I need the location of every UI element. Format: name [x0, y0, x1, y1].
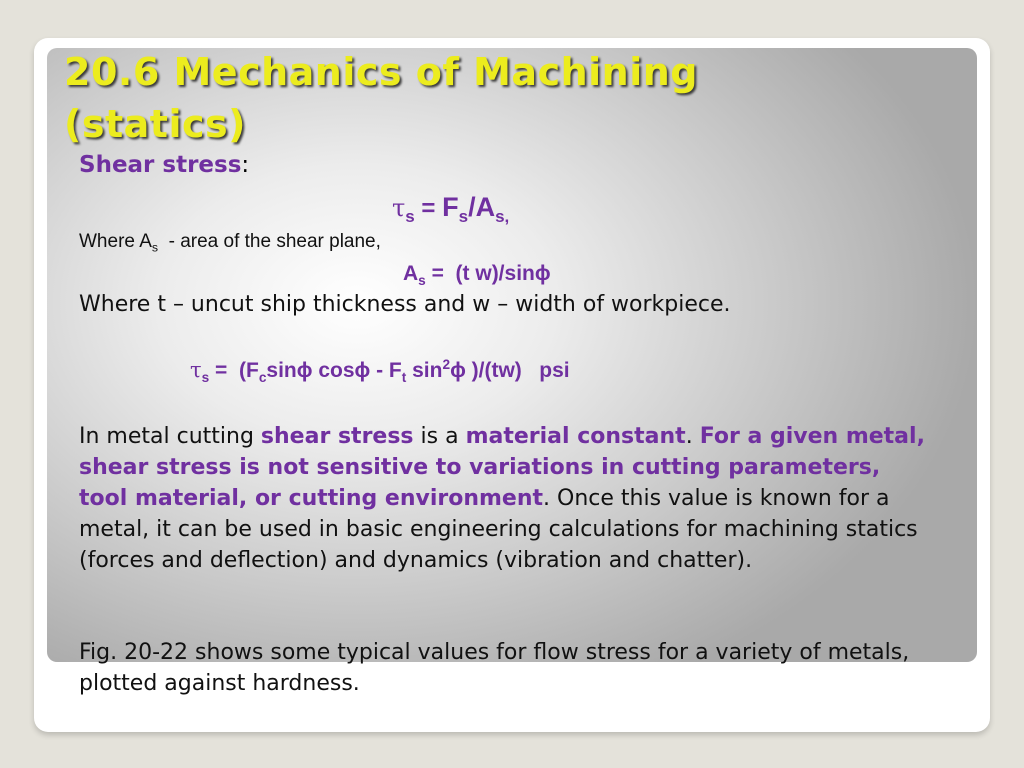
para1-text-1: In metal cutting	[79, 424, 261, 449]
paragraph-figure-reference: Fig. 20-22 shows some typical values for flow stress for a variety of metals, plotted against hardness.	[79, 640, 910, 696]
eq3-sub-c: c	[258, 369, 267, 385]
eq3-p1: = (F	[209, 359, 259, 383]
eq3-p3: sin	[406, 359, 443, 383]
title-line-1: 20.6 Mechanics of Machining	[64, 50, 699, 94]
eq2-A: A	[403, 262, 419, 285]
eq1-eq: =	[414, 195, 443, 222]
shear-stress-heading	[79, 152, 249, 178]
para1-text-3: .	[685, 424, 700, 449]
where-as-pre: Where A	[79, 231, 152, 252]
eq1-slash-A: /A	[468, 192, 496, 222]
eq3-sub-t: t	[401, 369, 407, 385]
para1-text-2: is a	[413, 424, 466, 449]
eq2-sub-s: s	[418, 272, 426, 288]
eq3-p4: ϕ )/(tw) psi	[450, 359, 570, 383]
paragraph-material-constant	[79, 421, 929, 576]
para1-highlight-shear-stress: shear stress	[260, 424, 414, 449]
eq3-p2: sinϕ cosϕ - F	[266, 359, 402, 383]
eq2-rest: = (t w)/sinϕ	[425, 262, 551, 285]
eq1-F: F	[442, 192, 459, 222]
shear-stress-colon: :	[241, 152, 250, 178]
para1-highlight-not-sensitive: For a given metal, shear stress is not sensitive to variations in cutting parameters, tool material, or cutting environment	[79, 424, 925, 511]
where-as-post: - area of the shear plane,	[158, 231, 381, 252]
para1-text-4: . Once this value is known for a metal, it can be used in basic engineering calculations for machining statics (forces and deflection) and dynamics (vibration and chatter).	[79, 486, 918, 573]
eq3-sub-s: s	[201, 369, 210, 385]
equation-shear-area	[403, 262, 551, 288]
shear-stress-label: Shear stress	[79, 152, 242, 178]
eq1-tau: τ	[392, 194, 406, 222]
eq1-sub-s: s	[405, 206, 415, 226]
para1-highlight-material-constant: material constant	[465, 424, 686, 449]
where-as-sub: s	[151, 240, 159, 255]
title-line-2: (statics)	[64, 102, 246, 146]
eq1-sub-s3: s,	[495, 206, 510, 226]
slide-title	[64, 46, 698, 150]
equation-shear-stress	[392, 192, 509, 227]
eq1-sub-s2: s	[458, 206, 469, 226]
where-shear-area	[79, 231, 381, 254]
eq3-sup-2: 2	[442, 357, 451, 372]
equation-shear-stress-forces	[190, 357, 570, 385]
eq3-tau: τ	[190, 358, 202, 383]
where-thickness-width: Where t – uncut ship thickness and w – width of workpiece.	[79, 292, 731, 317]
